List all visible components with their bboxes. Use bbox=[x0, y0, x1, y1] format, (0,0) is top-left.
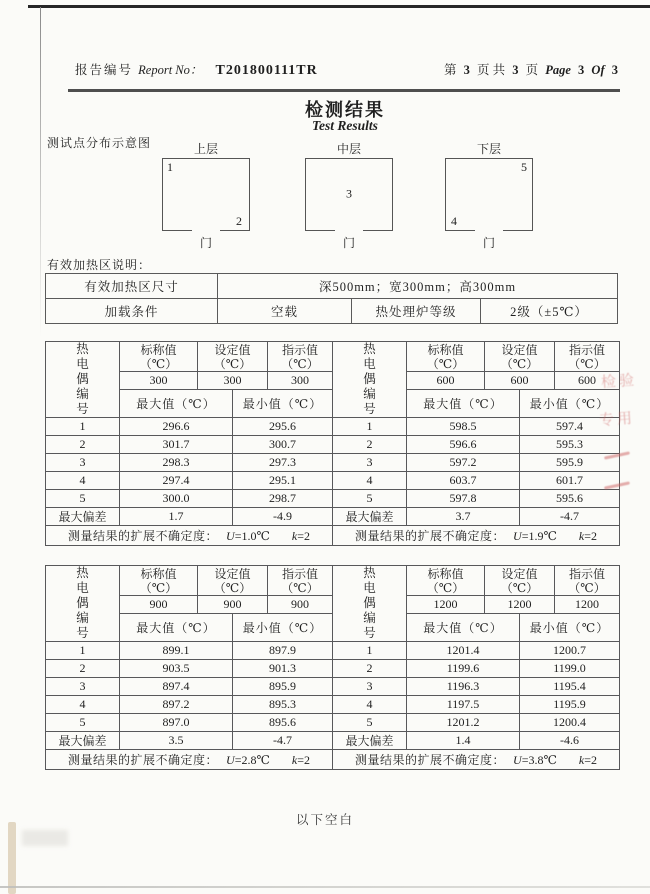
pagination bbox=[442, 60, 620, 78]
max-value: 603.7 bbox=[407, 472, 520, 490]
pg-current: 3 bbox=[463, 63, 470, 77]
tc-no: 2 bbox=[333, 436, 407, 454]
report-number-line bbox=[75, 60, 318, 79]
zone-grade-label: 热处理炉等级 bbox=[352, 299, 481, 324]
set-value: 600 bbox=[485, 372, 555, 389]
layer-upper bbox=[162, 142, 250, 251]
uncertainty-row: 测量结果的扩展不确定度： U=1.9℃ k=2 bbox=[333, 526, 620, 546]
max-value: 897.0 bbox=[120, 714, 233, 732]
scan-bottom-shadow bbox=[0, 886, 650, 888]
stamp-stroke bbox=[604, 451, 630, 459]
pg-total: 3 bbox=[512, 63, 519, 77]
max-value: 596.6 bbox=[407, 436, 520, 454]
deviation-label: 最大偏差 bbox=[46, 732, 120, 750]
heating-zone-table bbox=[45, 273, 618, 324]
layer-lower bbox=[445, 142, 533, 251]
layer-middle bbox=[305, 142, 393, 251]
scan-left-fold-line bbox=[40, 7, 41, 337]
tc-no: 2 bbox=[333, 660, 407, 678]
nominal-value: 600 bbox=[407, 372, 485, 389]
max-value: 903.5 bbox=[120, 660, 233, 678]
pg-ye-gong: 页 共 bbox=[476, 63, 506, 77]
min-value: 1200.4 bbox=[520, 714, 620, 732]
set-header: 设定值 （℃） bbox=[485, 342, 555, 372]
tc-no: 1 bbox=[46, 418, 120, 436]
tc-no: 4 bbox=[333, 472, 407, 490]
test-point-5: 5 bbox=[521, 160, 527, 174]
tc-no: 1 bbox=[333, 418, 407, 436]
scan-top-edge bbox=[28, 5, 650, 8]
min-value: 1195.4 bbox=[520, 678, 620, 696]
nominal-value: 1200 bbox=[407, 596, 485, 613]
min-value: 1200.7 bbox=[520, 642, 620, 660]
results-table-300-600 bbox=[45, 341, 620, 546]
max-header: 最大值（℃） bbox=[120, 613, 233, 641]
max-value: 1196.3 bbox=[407, 678, 520, 696]
door-label: 门 bbox=[342, 236, 355, 250]
report-no-label-en: Report No： bbox=[138, 63, 203, 77]
k-value: =2 bbox=[584, 529, 597, 543]
pg-of-en: Of bbox=[591, 63, 605, 77]
nominal-header: 标称值 （℃） bbox=[120, 566, 198, 596]
door-segment bbox=[363, 230, 393, 231]
table-row bbox=[46, 714, 620, 732]
max-value: 899.1 bbox=[120, 642, 233, 660]
max-value: 1201.2 bbox=[407, 714, 520, 732]
table-row bbox=[46, 454, 620, 472]
deviation-max: 3.7 bbox=[407, 508, 520, 526]
min-value: 895.6 bbox=[233, 714, 333, 732]
uncertainty-row: 测量结果的扩展不确定度： U=2.8℃ k=2 bbox=[46, 750, 333, 770]
indicated-header: 指示值 （℃） bbox=[268, 566, 333, 596]
max-header: 最大值（℃） bbox=[120, 389, 233, 417]
table-row bbox=[46, 660, 620, 678]
tc-no: 5 bbox=[46, 714, 120, 732]
max-value: 1201.4 bbox=[407, 642, 520, 660]
thermocouple-no-header: 热 电 偶 编 号 bbox=[46, 342, 120, 418]
tc-no: 1 bbox=[333, 642, 407, 660]
deviation-max: 1.7 bbox=[120, 508, 233, 526]
indicated-header: 指示值 （℃） bbox=[555, 342, 620, 372]
tc-no: 4 bbox=[333, 696, 407, 714]
tc-no: 5 bbox=[333, 714, 407, 732]
k-value: =2 bbox=[584, 753, 597, 767]
stamp-text-fragment: 专用 bbox=[598, 410, 636, 430]
table-row bbox=[46, 678, 620, 696]
tc-no: 3 bbox=[333, 678, 407, 696]
test-point-4: 4 bbox=[451, 214, 457, 228]
thermocouple-no-header: 热 电 偶 编 号 bbox=[333, 566, 407, 642]
scan-smudge bbox=[22, 830, 68, 846]
nominal-header: 标称值 （℃） bbox=[120, 342, 198, 372]
tc-no: 2 bbox=[46, 660, 120, 678]
max-value: 897.4 bbox=[120, 678, 233, 696]
zone-size-label: 有效加热区尺寸 bbox=[46, 274, 218, 299]
pg-total-en: 3 bbox=[611, 63, 618, 77]
set-header: 设定值 （℃） bbox=[485, 566, 555, 596]
max-value: 300.0 bbox=[120, 490, 233, 508]
tc-no: 2 bbox=[46, 436, 120, 454]
deviation-label: 最大偏差 bbox=[46, 508, 120, 526]
deviation-min: -4.6 bbox=[520, 732, 620, 750]
layer-upper-box bbox=[162, 158, 250, 230]
nominal-header: 标称值 （℃） bbox=[407, 342, 485, 372]
door-segment bbox=[305, 230, 335, 231]
layer-middle-title: 中层 bbox=[336, 142, 361, 156]
indicated-header: 指示值 （℃） bbox=[268, 342, 333, 372]
min-value: 901.3 bbox=[233, 660, 333, 678]
nominal-value: 900 bbox=[120, 596, 198, 613]
k-value: =2 bbox=[297, 753, 310, 767]
thermocouple-no-header: 热 电 偶 编 号 bbox=[333, 342, 407, 418]
min-value: 897.9 bbox=[233, 642, 333, 660]
set-value: 1200 bbox=[485, 596, 555, 613]
min-header: 最小值（℃） bbox=[520, 613, 620, 641]
nominal-header: 标称值 （℃） bbox=[407, 566, 485, 596]
max-value: 897.2 bbox=[120, 696, 233, 714]
table-row bbox=[46, 642, 620, 660]
min-value: 1199.0 bbox=[520, 660, 620, 678]
table-row bbox=[46, 472, 620, 490]
max-value: 1197.5 bbox=[407, 696, 520, 714]
zone-load-value: 空载 bbox=[218, 299, 352, 324]
layer-lower-box bbox=[445, 158, 533, 230]
min-value: 595.9 bbox=[520, 454, 620, 472]
set-header: 设定值 （℃） bbox=[198, 342, 268, 372]
layer-upper-title: 上层 bbox=[193, 142, 218, 156]
scan-left-strip bbox=[8, 822, 16, 894]
indicated-value: 900 bbox=[268, 596, 333, 613]
tc-no: 3 bbox=[46, 678, 120, 696]
tc-no: 3 bbox=[333, 454, 407, 472]
min-value: 895.3 bbox=[233, 696, 333, 714]
pg-page-en: Page bbox=[545, 63, 571, 77]
u-value: =1.9℃ bbox=[521, 529, 557, 543]
pg-current-en: 3 bbox=[578, 63, 585, 77]
table-row bbox=[46, 490, 620, 508]
layer-lower-title: 下层 bbox=[476, 142, 501, 156]
results-table-900-1200 bbox=[45, 565, 620, 770]
max-value: 297.4 bbox=[120, 472, 233, 490]
min-value: 1195.9 bbox=[520, 696, 620, 714]
table-row bbox=[46, 696, 620, 714]
zone-size-value: 深500mm；宽300mm；高300mm bbox=[218, 274, 618, 299]
thermocouple-no-header: 热 电 偶 编 号 bbox=[46, 566, 120, 642]
door-segment bbox=[445, 230, 475, 231]
max-value: 598.5 bbox=[407, 418, 520, 436]
indicated-value: 300 bbox=[268, 372, 333, 389]
deviation-max: 3.5 bbox=[120, 732, 233, 750]
max-value: 298.3 bbox=[120, 454, 233, 472]
deviation-label: 最大偏差 bbox=[333, 508, 407, 526]
max-value: 597.2 bbox=[407, 454, 520, 472]
set-header: 设定值 （℃） bbox=[198, 566, 268, 596]
table-row bbox=[46, 418, 620, 436]
blank-below-note: 以下空白 bbox=[295, 813, 354, 827]
deviation-min: -4.7 bbox=[520, 508, 620, 526]
u-value: =2.8℃ bbox=[234, 753, 270, 767]
red-stamp-fragment bbox=[596, 366, 650, 516]
zone-load-label: 加载条件 bbox=[46, 299, 218, 324]
table-row bbox=[46, 436, 620, 454]
min-header: 最小值（℃） bbox=[520, 389, 620, 417]
deviation-max: 1.4 bbox=[407, 732, 520, 750]
door-label: 门 bbox=[482, 236, 495, 250]
set-value: 300 bbox=[198, 372, 268, 389]
min-value: 595.3 bbox=[520, 436, 620, 454]
uncertainty-row: 测量结果的扩展不确定度： U=3.8℃ k=2 bbox=[333, 750, 620, 770]
min-value: 300.7 bbox=[233, 436, 333, 454]
layer-middle-box bbox=[305, 158, 393, 230]
pg-di: 第 bbox=[443, 63, 457, 77]
tc-no: 1 bbox=[46, 642, 120, 660]
tc-no: 5 bbox=[46, 490, 120, 508]
uncertainty-row: 测量结果的扩展不确定度： U=1.0℃ k=2 bbox=[46, 526, 333, 546]
test-point-3: 3 bbox=[346, 185, 352, 200]
door-segment bbox=[220, 230, 250, 231]
indicated-value: 600 bbox=[555, 372, 620, 389]
heating-zone-section-label: 有效加热区说明： bbox=[47, 258, 152, 272]
test-point-1: 1 bbox=[167, 160, 173, 174]
max-value: 296.6 bbox=[120, 418, 233, 436]
min-header: 最小值（℃） bbox=[233, 613, 333, 641]
min-value: 597.4 bbox=[520, 418, 620, 436]
max-header: 最大值（℃） bbox=[407, 613, 520, 641]
stamp-text-fragment: 检验 bbox=[600, 372, 638, 392]
max-value: 1199.6 bbox=[407, 660, 520, 678]
tc-no: 4 bbox=[46, 696, 120, 714]
set-value: 900 bbox=[198, 596, 268, 613]
max-value: 597.8 bbox=[407, 490, 520, 508]
deviation-label: 最大偏差 bbox=[333, 732, 407, 750]
report-no-value: T201800111TR bbox=[215, 63, 318, 78]
max-header: 最大值（℃） bbox=[407, 389, 520, 417]
deviation-min: -4.9 bbox=[233, 508, 333, 526]
indicated-value: 1200 bbox=[555, 596, 620, 613]
min-value: 298.7 bbox=[233, 490, 333, 508]
indicated-header: 指示值 （℃） bbox=[555, 566, 620, 596]
max-value: 301.7 bbox=[120, 436, 233, 454]
test-point-2: 2 bbox=[236, 214, 242, 228]
min-value: 297.3 bbox=[233, 454, 333, 472]
min-value: 601.7 bbox=[520, 472, 620, 490]
page-title-zh: 检测结果 bbox=[305, 100, 385, 120]
stamp-stroke bbox=[604, 481, 630, 489]
k-value: =2 bbox=[297, 529, 310, 543]
header-rule bbox=[68, 89, 620, 92]
min-value: 295.6 bbox=[233, 418, 333, 436]
door-segment bbox=[162, 230, 192, 231]
min-value: 895.9 bbox=[233, 678, 333, 696]
diagram-label: 测试点分布示意图 bbox=[47, 136, 152, 150]
min-value: 295.1 bbox=[233, 472, 333, 490]
deviation-min: -4.7 bbox=[233, 732, 333, 750]
u-value: =3.8℃ bbox=[521, 753, 557, 767]
tc-no: 3 bbox=[46, 454, 120, 472]
min-header: 最小值（℃） bbox=[233, 389, 333, 417]
door-label: 门 bbox=[199, 236, 212, 250]
pg-ye: 页 bbox=[525, 63, 539, 77]
tc-no: 5 bbox=[333, 490, 407, 508]
tc-no: 4 bbox=[46, 472, 120, 490]
u-value: =1.0℃ bbox=[234, 529, 270, 543]
report-no-label-zh: 报告编号 bbox=[75, 63, 134, 77]
min-value: 595.6 bbox=[520, 490, 620, 508]
door-segment bbox=[503, 230, 533, 231]
zone-grade-value: 2级（±5℃） bbox=[481, 299, 618, 324]
page-title-en: Test Results bbox=[312, 118, 378, 133]
nominal-value: 300 bbox=[120, 372, 198, 389]
